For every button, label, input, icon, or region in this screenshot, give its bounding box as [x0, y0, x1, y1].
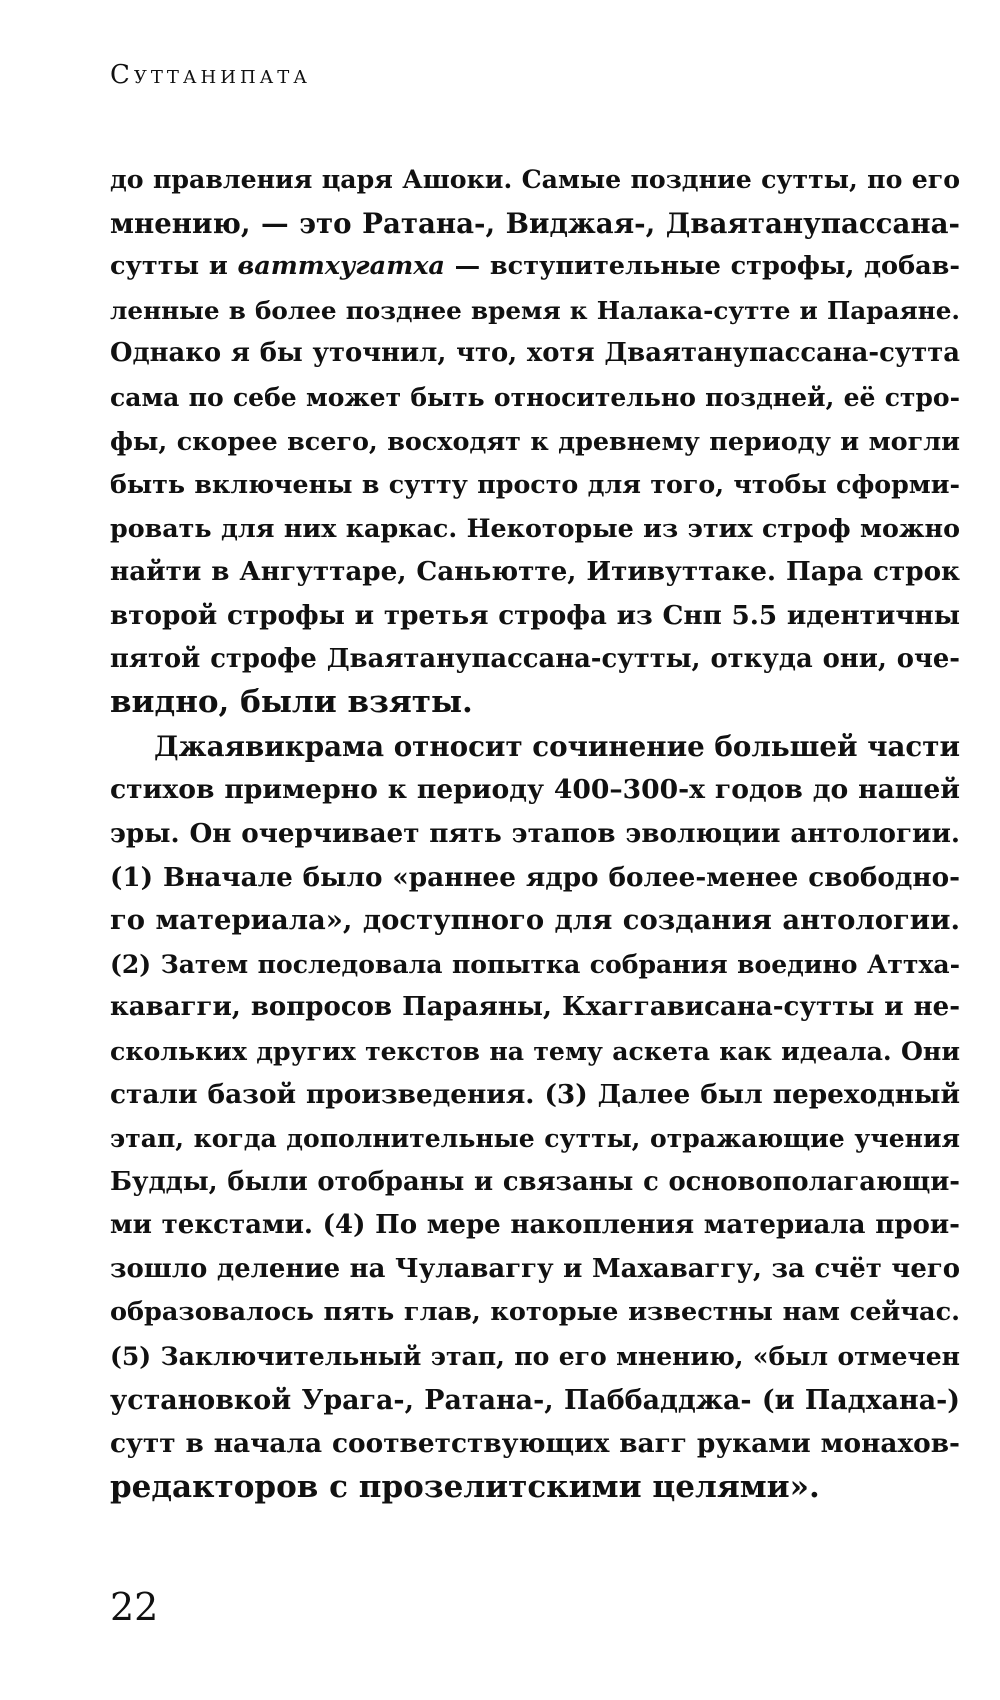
text-line: ровать для них каркас. Некоторые из этих строф можно — [110, 512, 960, 543]
page-body-text — [110, 158, 960, 1509]
text-line: найти в Ангуттаре, Саньютте, Итивуттаке. Пара строк — [110, 556, 960, 588]
text-line: зошло деление на Чулавaггу и Махавaггу, за счёт чего — [110, 1253, 960, 1284]
text-line: ленные в более позднее время к Налака-сутте и Параяне. — [110, 295, 960, 325]
text-fragment: — вступительные строфы, добав- — [444, 251, 960, 282]
text-fragment: сутты и — [110, 251, 238, 282]
text-line: (2) Затем последовала попытка собрания воедино Аттха- — [110, 948, 960, 979]
page-number: 22 — [110, 1585, 159, 1629]
text-line: фы, скорее всего, восходят к древнему периоду и могли — [110, 425, 960, 456]
italic-term: ваттхугатха — [237, 251, 445, 282]
text-line: сутт в начала соответствующих вагг руками монахов- — [110, 1428, 960, 1460]
text-line: этап, когда дополнительные сутты, отражающие учения — [110, 1123, 960, 1154]
text-line: Однако я бы уточнил, что, хотя Дваятанупассана-сутта — [110, 338, 960, 369]
text-line: скольких других текстов на тему аскета как идеала. Они — [110, 1035, 960, 1066]
text-line: эры. Он очерчивает пять этапов эволюции антологии. — [110, 817, 960, 849]
paragraph-1 — [110, 158, 960, 725]
text-line: видно, были взяты. — [110, 684, 473, 721]
text-line: (5) Заключительный этап, по его мнению, «был отмечен — [110, 1341, 960, 1372]
text-line: Будды, были отобраны и связаны с основополагающи- — [110, 1166, 960, 1197]
text-line: кавагги, вопросов Параяны, Кхаггависана-сутты и не- — [110, 992, 960, 1023]
text-line: ми текстами. (4) По мере накопления материала прои- — [110, 1210, 960, 1241]
text-line: редакторов с прозелитскими целями». — [110, 1468, 820, 1505]
text-line: установкой Урага-, Ратана-, Паббадджа- (и Падхана-) — [110, 1384, 960, 1416]
text-line: до правления царя Ашоки. Самые поздние сутты, по его — [110, 164, 960, 194]
running-head: Суттанипата — [110, 60, 311, 90]
paragraph-2 — [110, 725, 960, 1510]
text-line: быть включены в сутту просто для того, чтобы сформи- — [110, 469, 960, 500]
text-line: пятой строфе Дваятанупассана-сутты, откуда они, оче- — [110, 643, 960, 674]
text-line: стихов примерно к периоду 400–300-х годов до нашей — [110, 774, 960, 806]
text-line: мнению, — это Ратана-, Виджая-, Дваятанупассана- — [110, 206, 960, 240]
text-line: (1) Вначале было «раннее ядро более-менее свободно- — [110, 861, 960, 893]
text-line: образовалось пять глав, которые известны нам сейчас. — [110, 1297, 960, 1328]
text-line: сама по себе может быть относительно поздней, её стро- — [110, 382, 960, 412]
text-line: Джаявикрама относит сочинение большей части — [154, 729, 960, 763]
text-line: второй строфы и третья строфа из Снп 5.5 идентичны — [110, 599, 960, 631]
text-line — [110, 245, 960, 289]
text-line: го материала», доступного для создания антологии. — [110, 904, 960, 937]
text-line: стали базой произведения. (3) Далее был переходный — [110, 1079, 960, 1111]
